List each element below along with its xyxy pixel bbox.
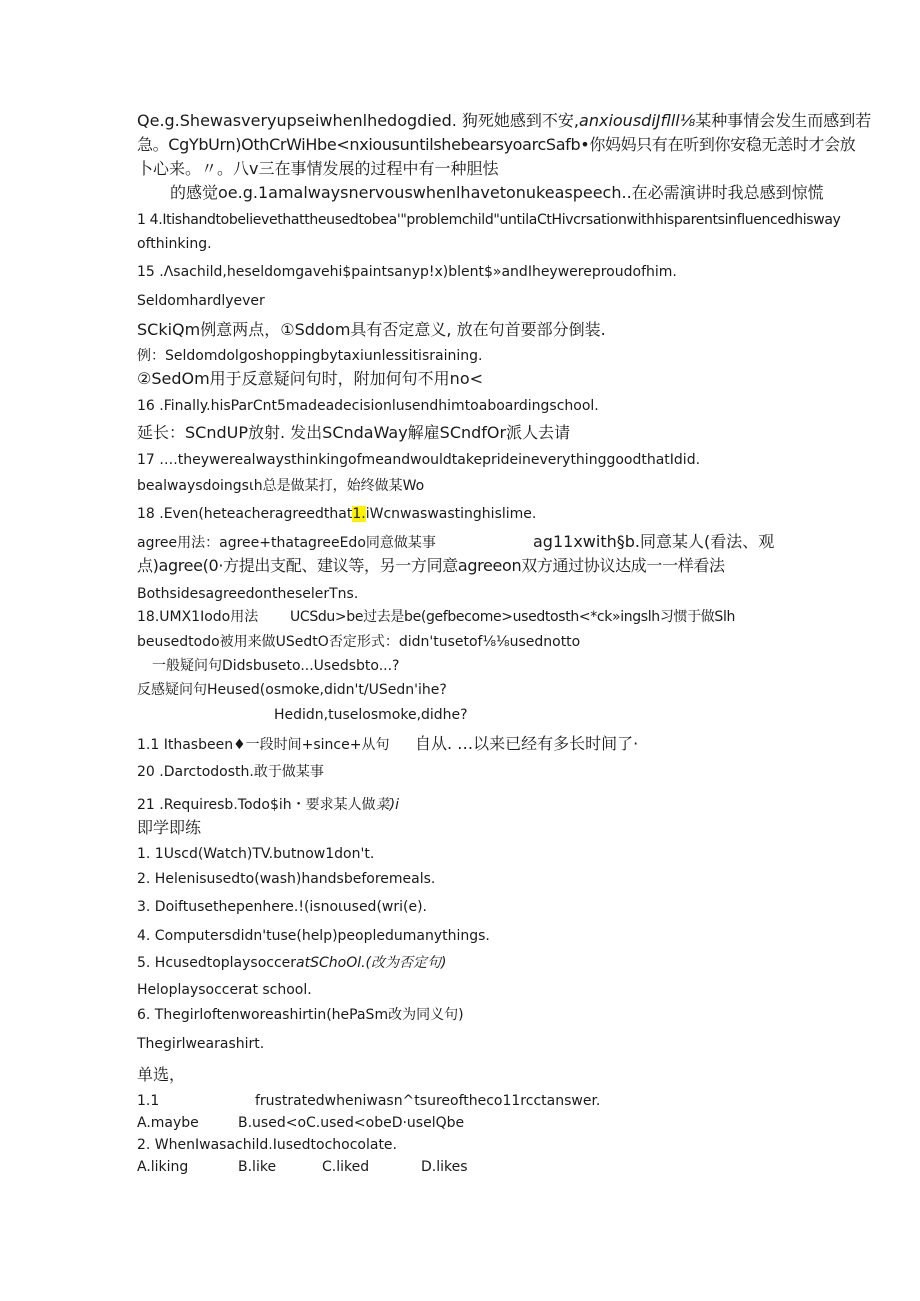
exercise-item: 2. WhenIwasachild.Iusedtochocolate. (137, 1137, 397, 1153)
text-line: 例：Seldomdolgoshoppingbytaxiunlessitisraining. (137, 348, 483, 364)
section-heading: 即学即练 (137, 818, 202, 837)
text-line: 1.1 Ithasbeen♦一段时间+since+从句 (137, 737, 390, 753)
choice-b-c-d: B.used<oC.used<obeD·uselQbe (238, 1115, 465, 1131)
exercise-item: 3. Doiftusethepenhere.!(isnoιused(wri(e). (137, 899, 427, 915)
text-line: 20 .Darctodosth.敢于做某事 (137, 764, 324, 780)
exercise-item: 2. Helenisusedto(wash)handsbeforemeals. (137, 871, 436, 887)
text-line: 一般疑问句Didsbuseto...Usedsbto...? (152, 658, 400, 674)
text-line: 1 4.Itishandtobelievethattheusedtobea'"problemchild"untilaCtHivcrsationwithhisparentsinfluencedhisway (137, 212, 841, 228)
text-line: Heloplaysoccerat school. (137, 982, 312, 998)
text-line: 急。CgYbUrn)OthCrWiHbe<nxiousuntilshebearsyoarcSafb•你妈妈只有在听到你安稳无恙时才会放 (137, 135, 856, 154)
text-line: Seldomhardlyever (137, 293, 265, 309)
text-line: 15 .Λsachild,heseldomgavehi$paintsanyp!x)blent$»andIheywereproudofhim. (137, 264, 677, 280)
choice-a: A.maybe (137, 1115, 199, 1131)
text-segment: 5. Hcusedtoplaysoccer (137, 955, 297, 971)
choice-a: A.liking (137, 1159, 189, 1175)
text-line: ofthinking. (137, 236, 212, 252)
choice-d: D.likes (421, 1159, 468, 1175)
text-segment: 21 .Requiresb.Todo$ih・要求某人做 (137, 797, 376, 813)
choice-c: C.liked (322, 1159, 370, 1175)
text-segment: 菜)i (375, 797, 399, 813)
text-line: BothsidesagreedontheselerTns. (137, 586, 359, 602)
text-line (137, 796, 399, 814)
text-line: 延长：SCndUP放射. 发出SCndaWay解雇SCndfOr派人去请 (137, 423, 571, 442)
text-line: 自从. …以来已经有多长时间了· (415, 734, 639, 753)
text-line: 的感觉oe.g.1amalwaysnervouswhenlhavetonukeaspeech..在必需演讲时我总感到惊慌 (170, 183, 824, 202)
text-line: Thegirlwearashirt. (137, 1036, 265, 1052)
text-line: 17 ….theywerealwaysthinkingofmeandwouldtakeprideineverythinggoodthatIdid. (137, 452, 701, 468)
text-line: 卜心来。〃。八v三在事情发展的过程中有一种胆怯 (137, 159, 499, 178)
text-segment: iWcnwaswastinghislime. (365, 506, 537, 522)
exercise-item: 6. Thegirloftenworeashirtin(hePaSm改为同义句) (137, 1007, 464, 1023)
text-segment: anxiousdiJflll⅛ (579, 111, 696, 130)
highlighted-text: 1. (352, 506, 366, 522)
text-line: beusedtodo被用来做USedtO否定形式：didn'tusetof⅛⅛usednotto (137, 634, 581, 650)
text-segment: 某种事情会发生而感到若 (695, 111, 872, 130)
text-line: 点)agree(0·方提出支配、建议等，另一方同意agreeon双方通过协议达成一一样看法 (137, 556, 725, 575)
exercise-item (137, 954, 446, 972)
choice-b: B.like (238, 1159, 277, 1175)
text-line: 18.UMX1Iodo用法 (137, 609, 259, 625)
question-text: frustratedwheniwasn^tsureofthecο11rcctanswer. (255, 1093, 601, 1109)
section-heading: 单选， (137, 1065, 186, 1084)
text-line: SCkiQm例意两点，①Sddom具有否定意义, 放在句首要部分倒装. (137, 320, 606, 339)
text-line (137, 112, 871, 130)
question-number: 1.1 (137, 1093, 160, 1109)
text-segment: 18 .Even(heteacheragreedthat (137, 506, 353, 522)
exercise-item: 4. Computersdidn'tuse(help)peopledumanythings. (137, 928, 490, 944)
text-line: 16 .Finally.hisParCnt5madeadecisionlusendhimtoaboardingschool. (137, 398, 599, 414)
text-line (137, 505, 536, 523)
text-segment: Qe.g.Shewasveryupseiwhenlhedogdied. 狗死她感到不安, (137, 111, 580, 130)
text-segment: atSChoOl.(改为否定句) (296, 955, 447, 971)
exercise-item: 1. 1Uscd(Watch)TV.butnow1don't. (137, 846, 375, 862)
text-line: 反感疑问句Heused(osmoke,didn't/USedn'ihe? (137, 682, 447, 698)
text-line: agree用法：agree+thatagreeEdo同意做某事 (137, 535, 436, 551)
text-line: UCSdu>be过去是be(gefbecome>usedtosth<*ck»ingslh习惯于做Slh (290, 609, 736, 625)
text-line: ag11xwith§b.同意某人(看法、观 (533, 532, 775, 551)
text-line: ②SedOm用于反意疑问句时，附加何句不用no< (137, 369, 484, 388)
text-line: bealwaysdoingsιh总是做某打，始终做某Wo (137, 478, 425, 494)
text-line: Hedidn,tuselosmoke,didhe? (274, 707, 468, 723)
